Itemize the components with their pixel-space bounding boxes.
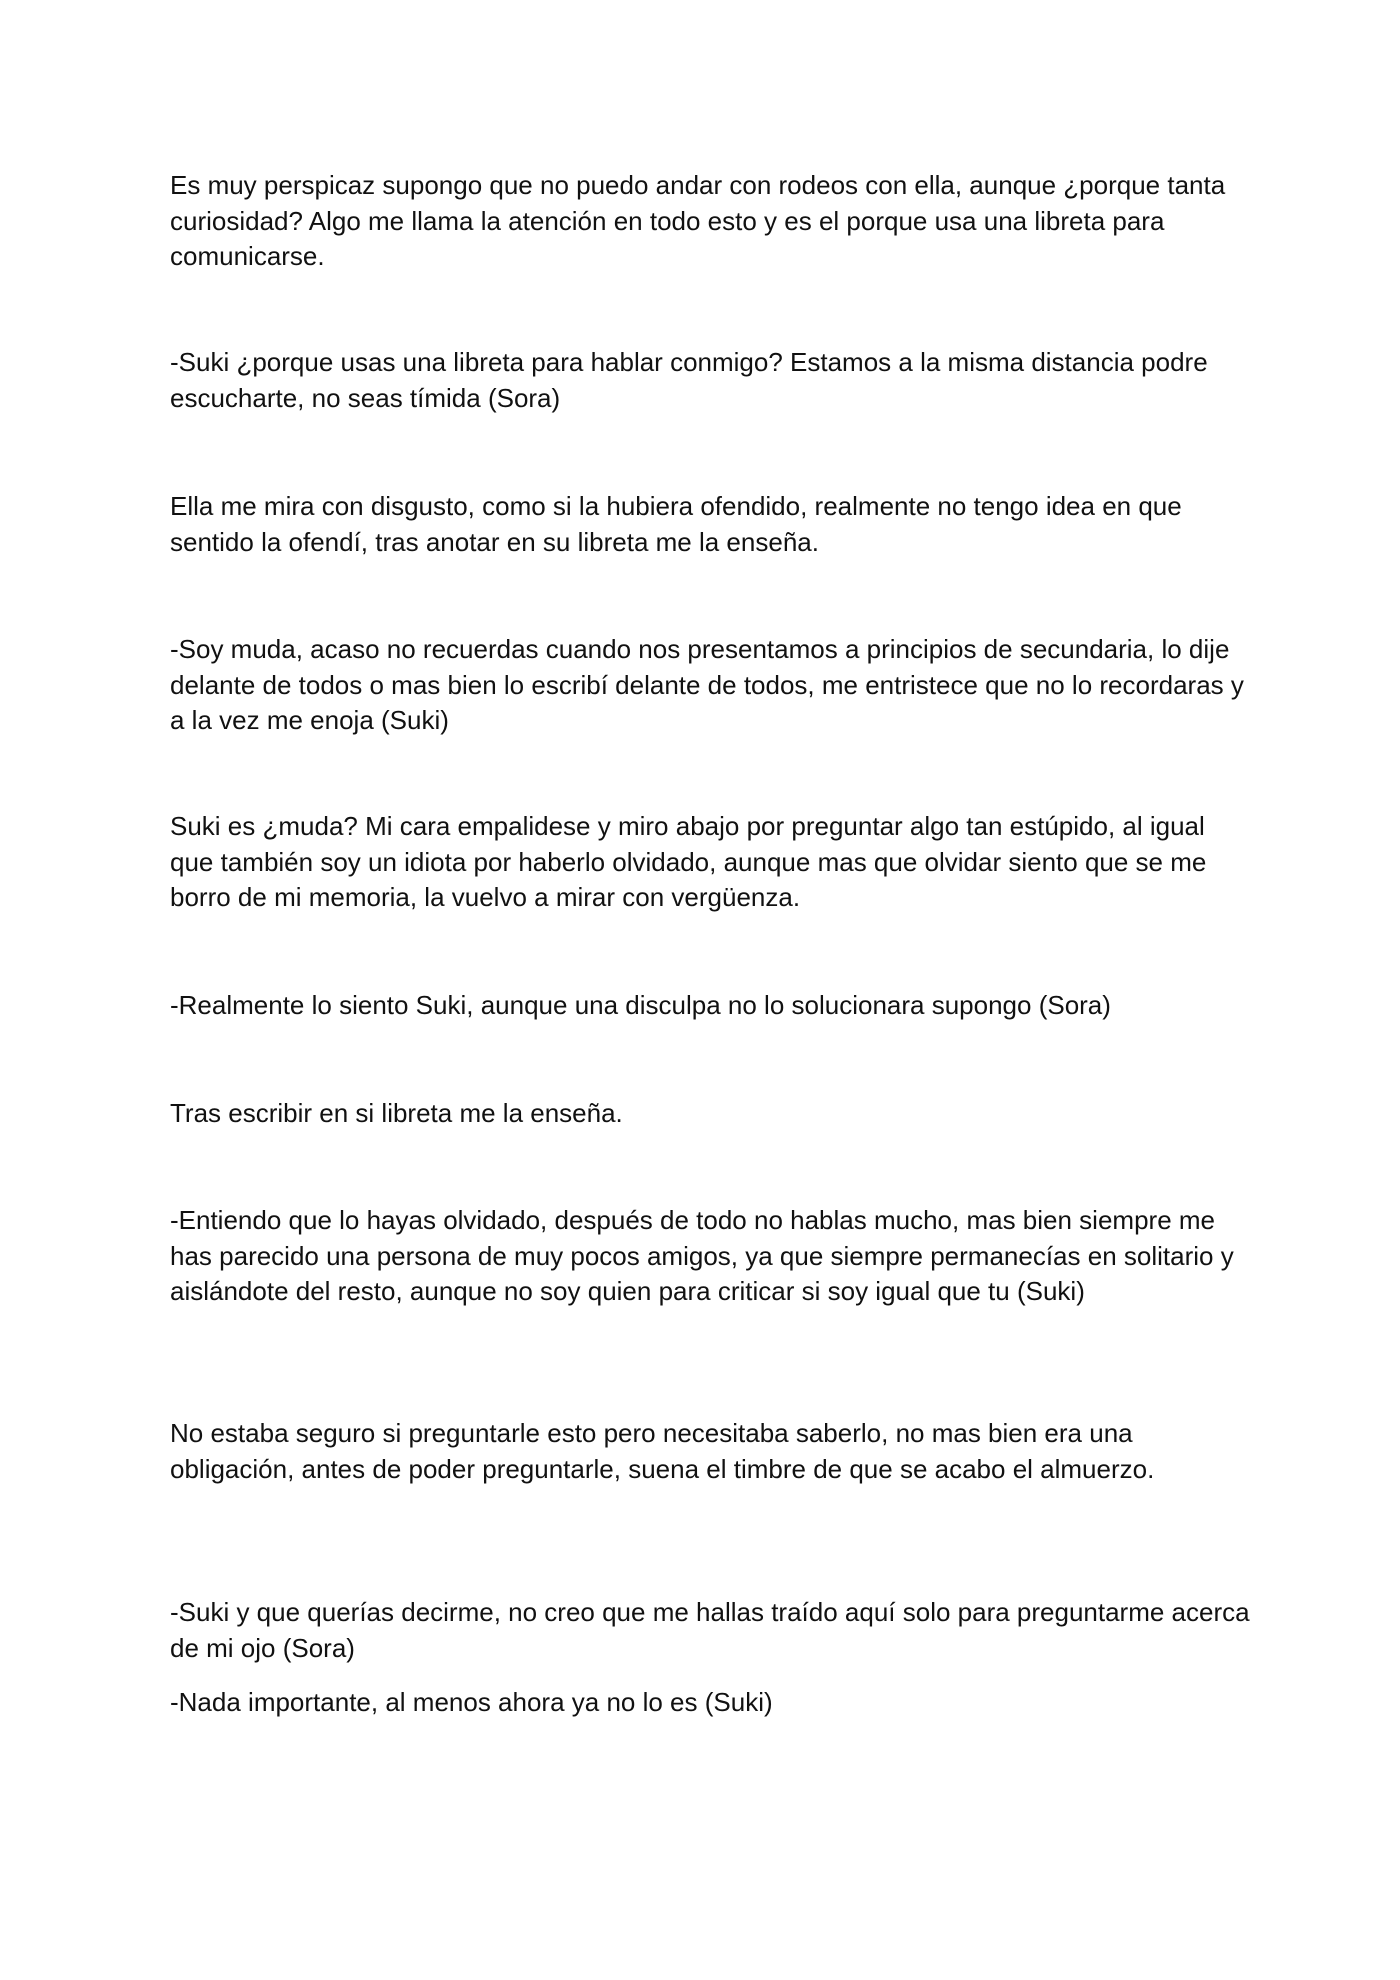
paragraph-6: -Realmente lo siento Suki, aunque una disculpa no lo solucionara supongo (Sora) [170,990,1111,1020]
paragraph-5: Suki es ¿muda? Mi cara empalidese y miro abajo por preguntar algo tan estúpido, al igual que también soy un idiota por haberlo olvidado, aunque mas que olvidar siento que se me borro de mi memoria, la vuelvo a mirar con vergüenza. [170,811,1207,912]
paragraph-9: No estaba seguro si preguntarle esto pero necesitaba saberlo, no mas bien era una obligación, antes de poder preguntarle, suena el timbre de que se acabo el almuerzo. [170,1418,1155,1484]
paragraph-8: -Entiendo que lo hayas olvidado, después de todo no hablas mucho, mas bien siempre me has parecido una persona de muy pocos amigos, ya que siempre permanecías en solitario y aislándote del resto, aunque no soy quien para criticar si soy igual que tu (Suki) [170,1205,1234,1306]
paragraph-3: Ella me mira con disgusto, como si la hubiera ofendido, realmente no tengo idea en que sentido la ofendí, tras anotar en su libreta me la enseña. [170,491,1182,557]
paragraph-2: -Suki ¿porque usas una libreta para hablar conmigo? Estamos a la misma distancia podre escucharte, no seas tímida (Sora) [170,347,1208,413]
paragraph-7: Tras escribir en si libreta me la enseña. [170,1098,623,1128]
paragraph-1: Es muy perspicaz supongo que no puedo andar con rodeos con ella, aunque ¿porque tanta curiosidad? Algo me llama la atención en todo esto y es el porque usa una libreta para comunicarse. [170,170,1226,271]
paragraph-11: -Nada importante, al menos ahora ya no lo es (Suki) [170,1687,773,1717]
paragraph-10: -Suki y que querías decirme, no creo que me hallas traído aquí solo para preguntarme acerca de mi ojo (Sora) [170,1597,1250,1663]
paragraph-4: -Soy muda, acaso no recuerdas cuando nos presentamos a principios de secundaria, lo dije delante de todos o mas bien lo escribí delante de todos, me entristece que no lo recordaras y a la vez me enoja (Suki) [170,634,1244,735]
